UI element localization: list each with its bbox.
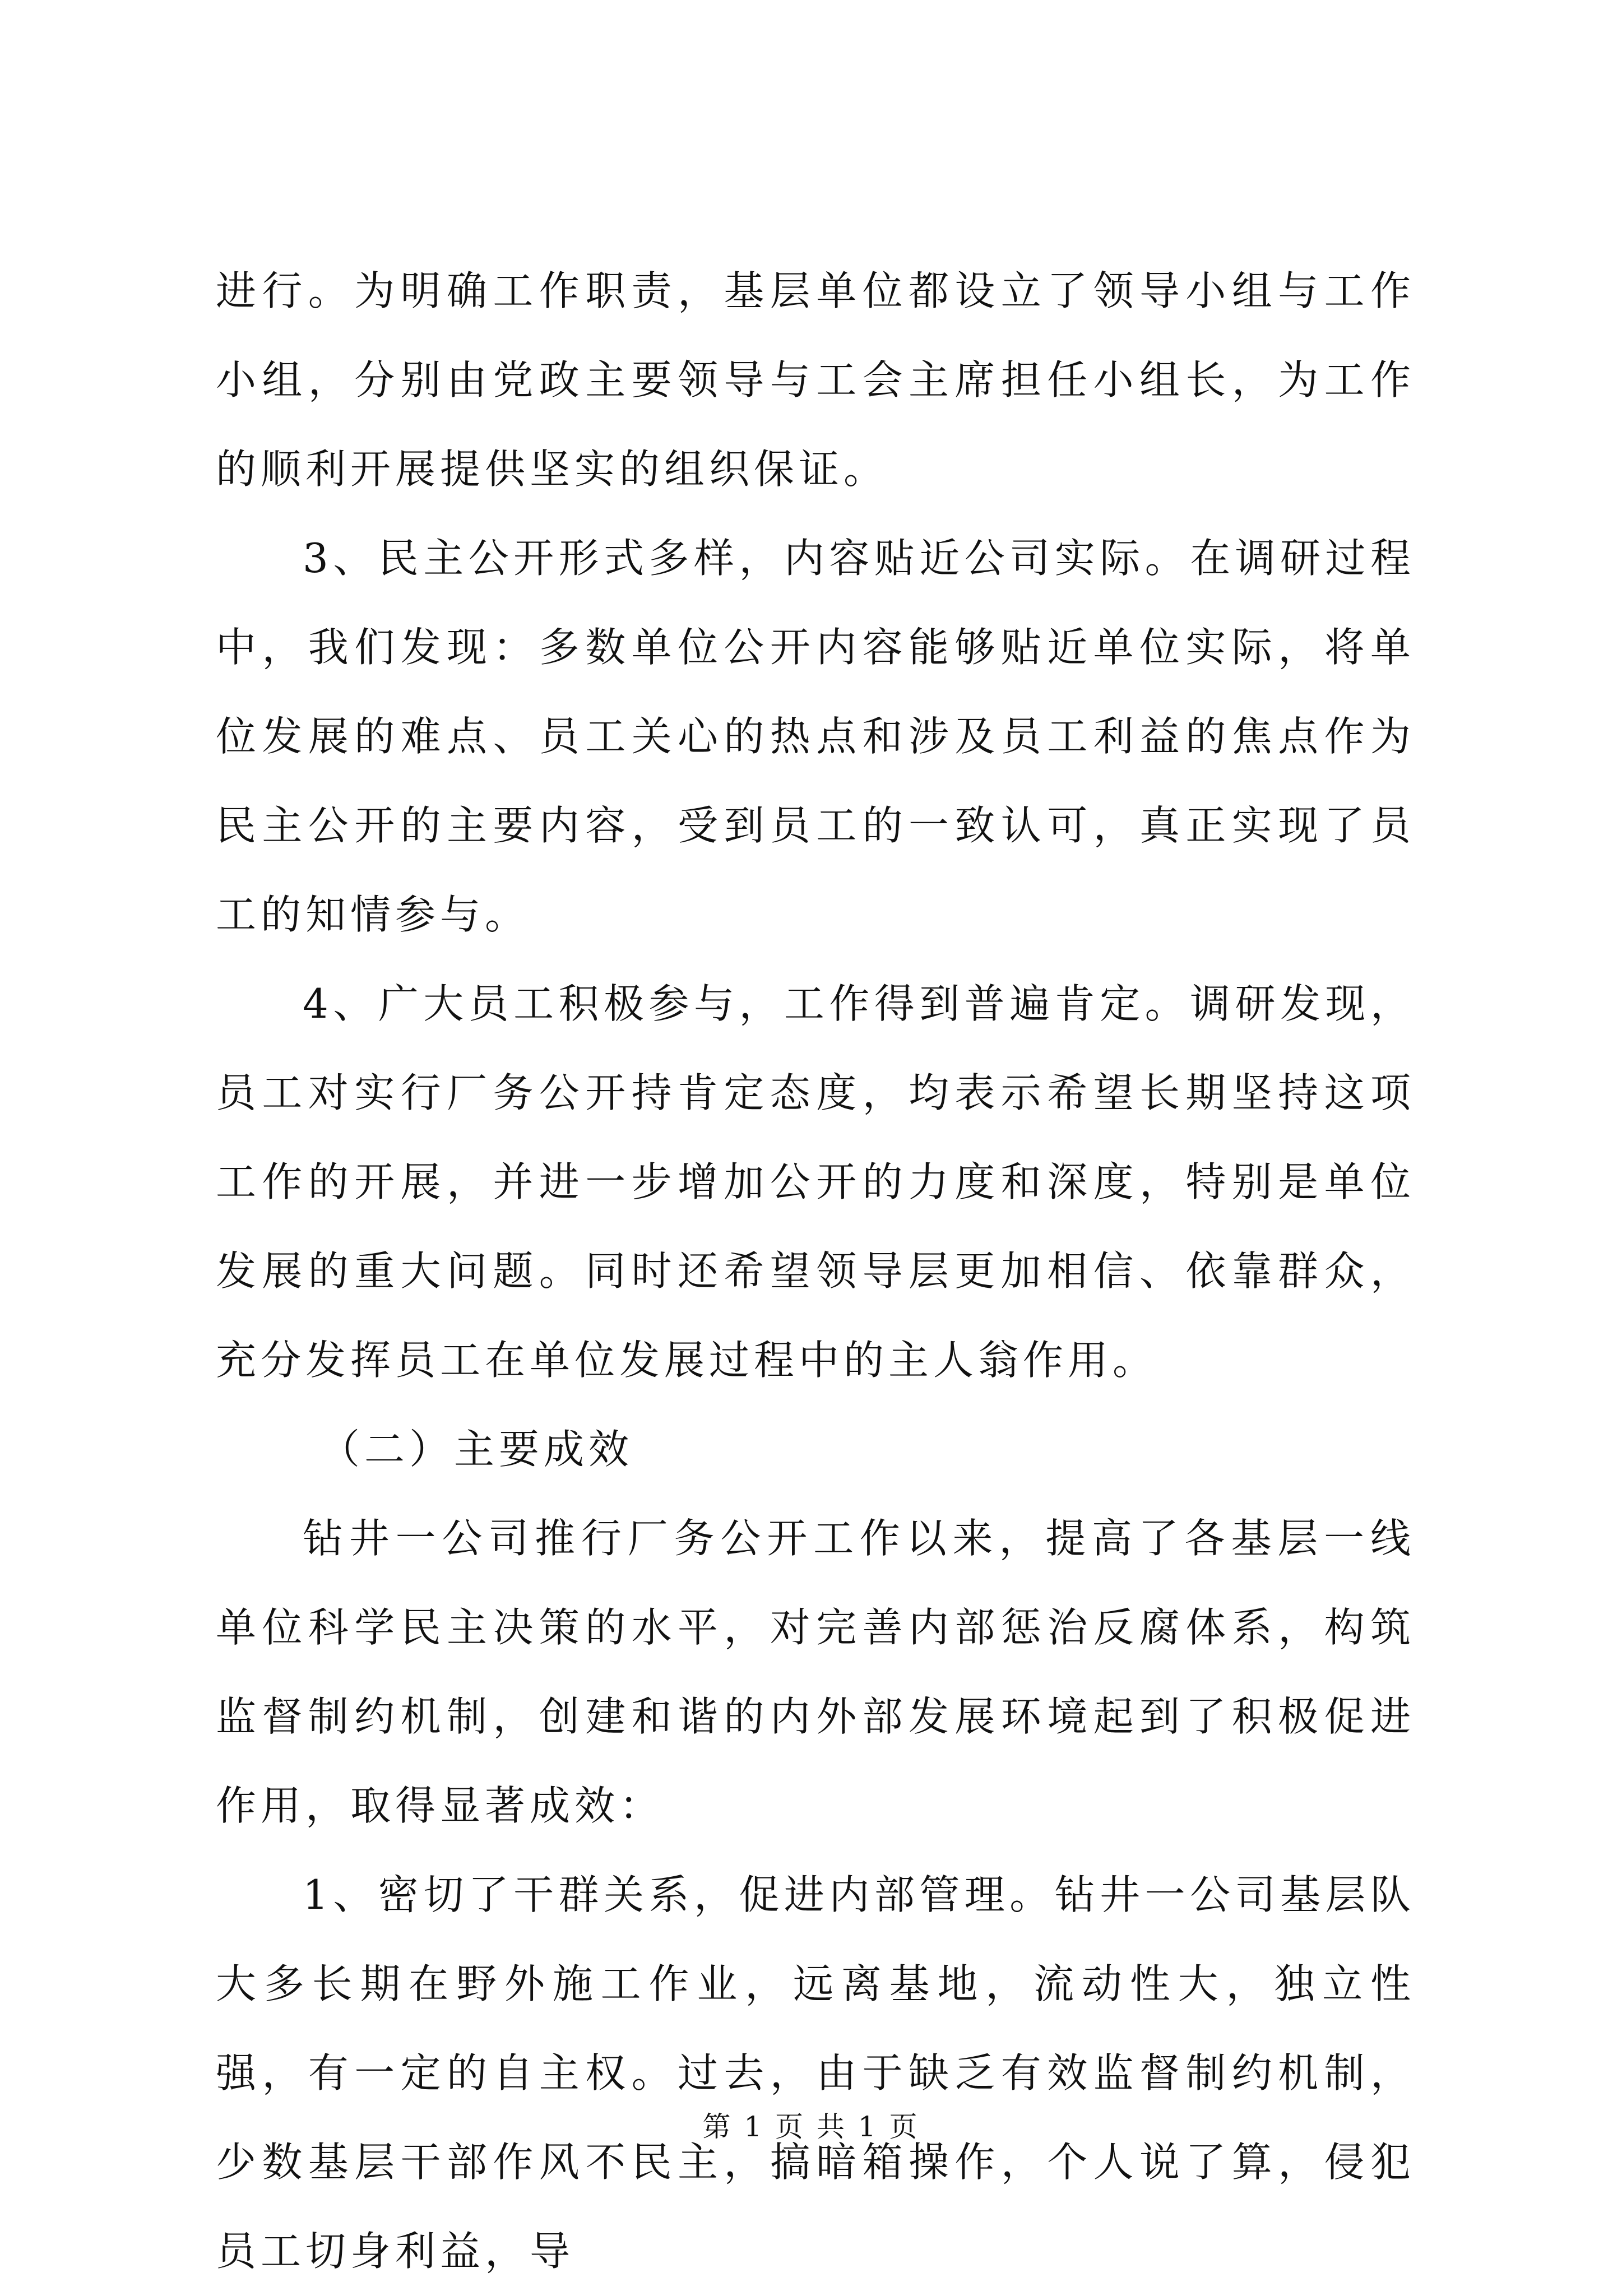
paragraph-item-3: 3、民主公开形式多样，内容贴近公司实际。在调研过程中，我们发现：多数单位公开内容能够贴近单位实际，将单位发展的难点、员工关心的热点和涉及员工利益的焦点作为民主公开的主要内容，受到员工的一致认可，真正实现了员工的知情参与。 (216, 535, 1415, 938)
paragraph-achievements-intro: 钻井一公司推行厂务公开工作以来，提高了各基层一线单位科学民主决策的水平，对完善内部惩治反腐体系，构筑监督制约机制，创建和谐的内外部发展环境起到了积极促进作用，取得显著成效： (216, 1515, 1415, 1829)
document-body (216, 247, 1415, 2296)
section-heading: （二）主要成效 (319, 1426, 634, 1473)
page-footer: 第 1 页 共 1 页 (702, 2111, 920, 2143)
paragraph-continuation: 进行。为明确工作职责，基层单位都设立了领导小组与工作小组，分别由党政主要领导与工会主席担任小组长，为工作的顺利开展提供坚实的组织保证。 (216, 267, 1415, 493)
paragraph-achievement-1: 1、密切了干群关系，促进内部管理。钻井一公司基层队大多长期在野外施工作业，远离基地，流动性大，独立性强，有一定的自主权。过去，由于缺乏有效监督制约机制，少数基层干部作风不民主，搞暗箱操作，个人说了算，侵犯员工切身利益，导 (216, 1871, 1415, 2275)
paragraph-item-4: 4、广大员工积极参与，工作得到普遍肯定。调研发现，员工对实行厂务公开持肯定态度，均表示希望长期坚持这项工作的开展，并进一步增加公开的力度和深度，特别是单位发展的重大问题。同时还希望领导层更加相信、依靠群众，充分发挥员工在单位发展过程中的主人翁作用。 (216, 980, 1415, 1384)
